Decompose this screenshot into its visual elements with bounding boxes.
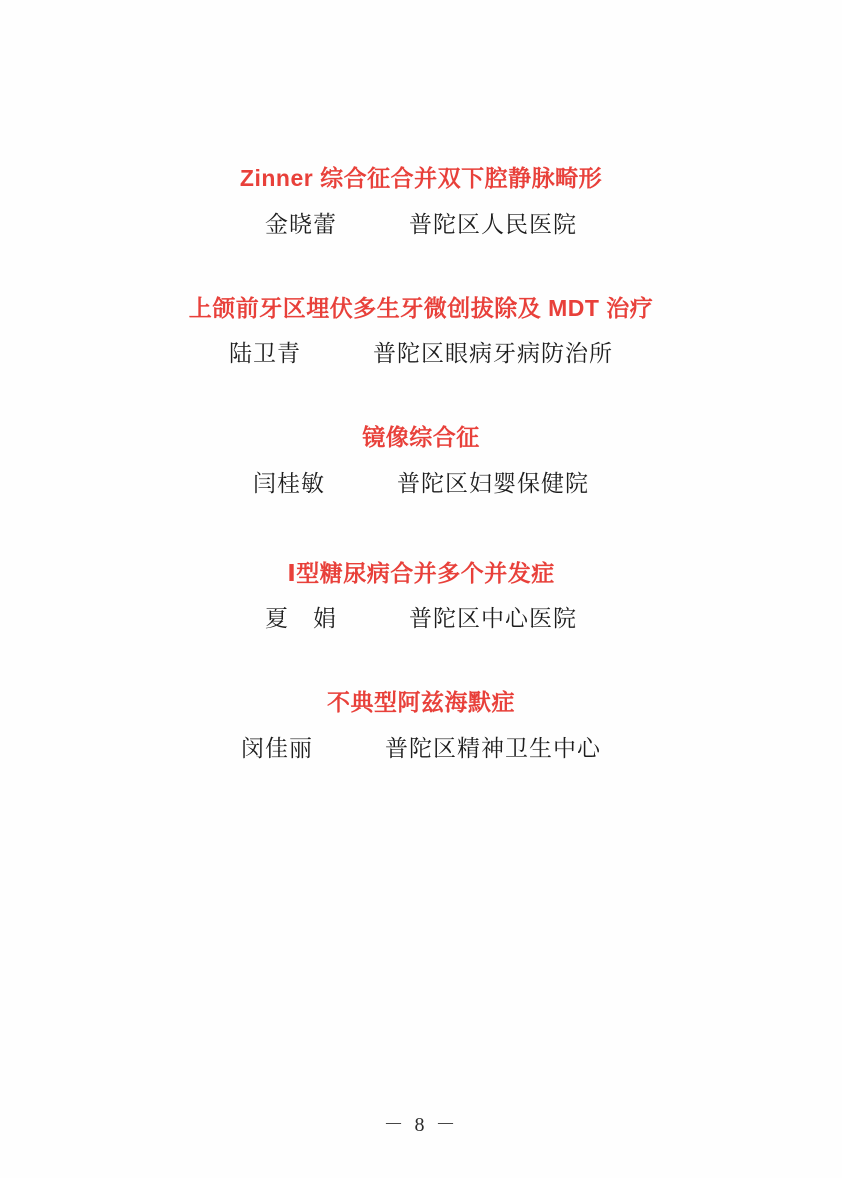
entry-presenter-affiliation: 闫桂敏 普陀区妇婴保健院 — [253, 470, 589, 496]
spacer — [0, 633, 842, 689]
spacer — [0, 368, 842, 424]
entry-presenter-affiliation: 陆卫青 普陀区眼病牙病防治所 — [229, 341, 613, 367]
entry-presenter-affiliation: 夏 娟 普陀区中心医院 — [265, 606, 577, 632]
entry-title: 上颌前牙区埋伏多生牙微创拔除及 MDT 治疗 — [188, 294, 654, 321]
list-item — [0, 424, 842, 498]
list-item — [0, 295, 842, 369]
list-item — [0, 165, 842, 239]
page-number: － 8 － — [383, 1114, 459, 1136]
entry-title: 不典型阿兹海默症 — [327, 689, 515, 716]
entry-presenter-affiliation: 金晓蕾 普陀区人民医院 — [265, 211, 577, 237]
spacer — [0, 498, 842, 560]
entry-title: 镜像综合征 — [362, 424, 480, 451]
program-entry-list — [0, 165, 842, 763]
list-item — [0, 560, 842, 634]
entry-presenter-affiliation: 闵佳丽 普陀区精神卫生中心 — [241, 735, 601, 761]
spacer — [0, 239, 842, 295]
list-item — [0, 689, 842, 763]
entry-title: Ⅰ型糖尿病合并多个并发症 — [287, 559, 555, 586]
entry-title: Zinner 综合征合并双下腔静脉畸形 — [239, 165, 603, 191]
